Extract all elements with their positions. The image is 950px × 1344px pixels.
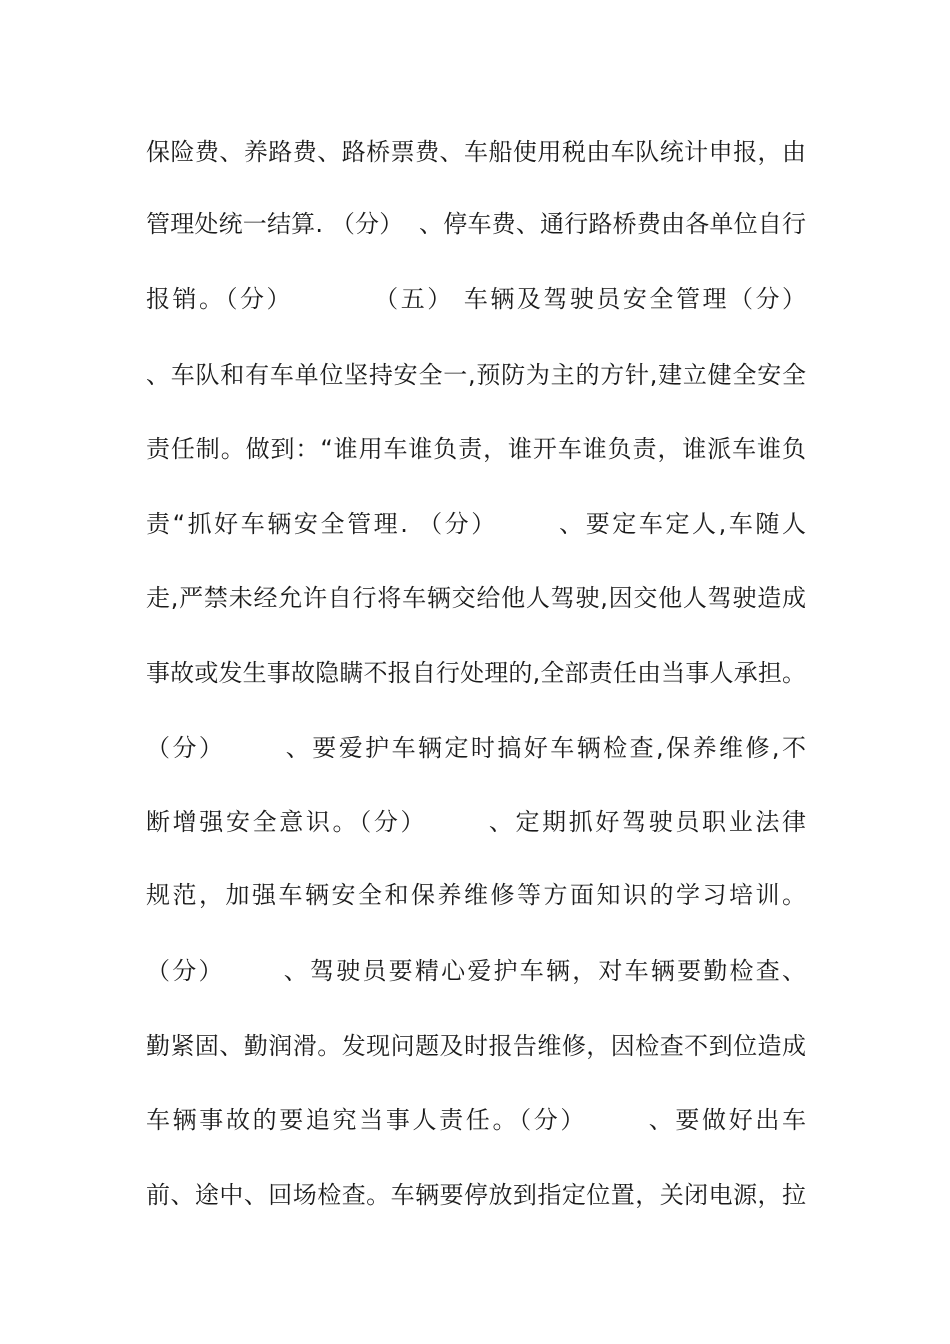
text-line: 断增强安全意识。（分） 、定期抓好驾驶员职业法律	[146, 808, 806, 836]
text-line: 事故或发生事故隐瞒不报自行处理的,全部责任由当事人承担。	[146, 659, 806, 687]
text-line: 管理处统一结算. （分） 、停车费、通行路桥费由各单位自行	[146, 210, 806, 238]
text-line: （分） 、驾驶员要精心爱护车辆，对车辆要勤检查、	[146, 957, 806, 985]
text-line: （分） 、要爱护车辆定时搞好车辆检查,保养维修,不	[146, 734, 806, 762]
text-line: 保险费、养路费、路桥票费、车船使用税由车队统计申报，由	[146, 138, 806, 166]
text-line: 勤紧固、勤润滑。发现问题及时报告维修，因检查不到位造成	[146, 1032, 806, 1060]
text-line: 责任制。做到：“谁用车谁负责，谁开车谁负责，谁派车谁负	[146, 435, 806, 463]
text-line: 、车队和有车单位坚持安全一,预防为主的方针,建立健全安全	[146, 361, 806, 389]
text-line: 规范，加强车辆安全和保养维修等方面知识的学习培训。	[146, 881, 806, 909]
text-line: 责“抓好车辆安全管理. （分） 、要定车定人,车随人	[146, 510, 806, 538]
text-line: 报销。（分） （五） 车辆及驾驶员安全管理（分）	[146, 285, 806, 313]
text-line: 走,严禁未经允许自行将车辆交给他人驾驶,因交他人驾驶造成	[146, 584, 806, 612]
text-line: 前、途中、回场检查。车辆要停放到指定位置，关闭电源，拉	[146, 1181, 806, 1209]
text-line: 车辆事故的要追究当事人责任。（分） 、要做好出车	[146, 1106, 806, 1134]
